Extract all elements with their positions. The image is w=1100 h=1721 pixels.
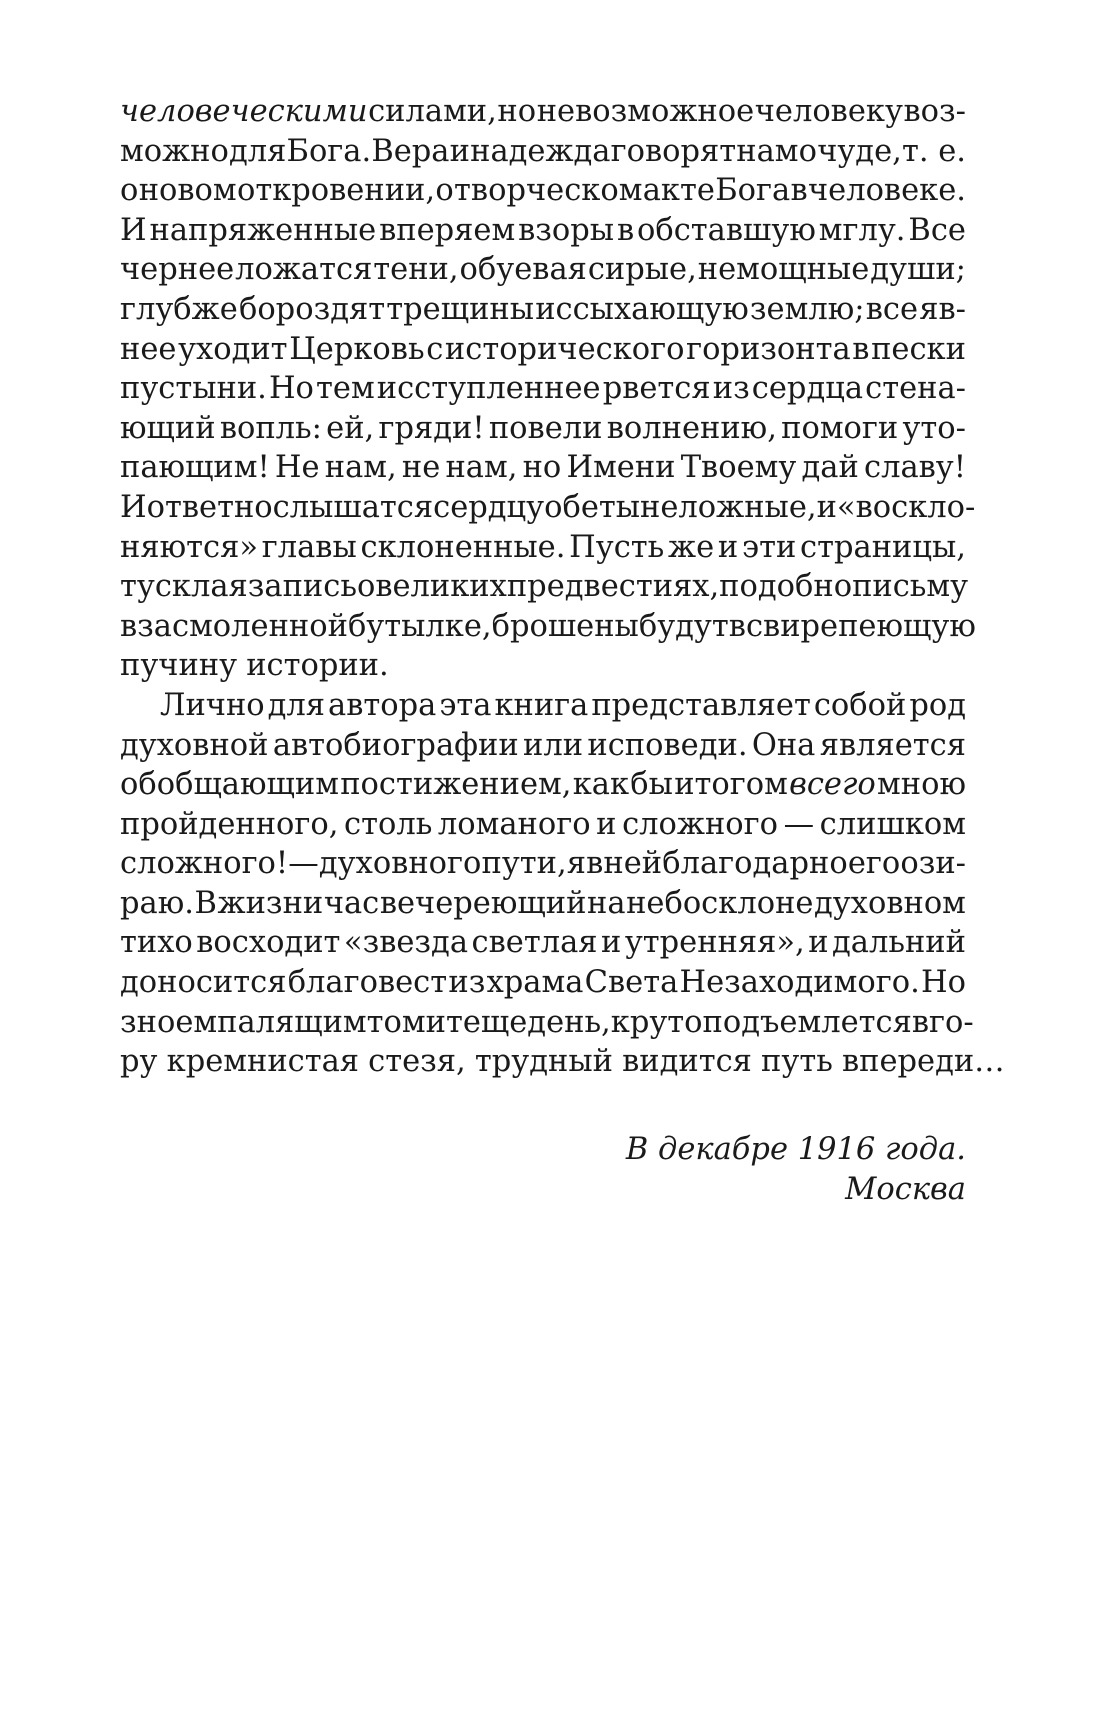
word: будут <box>638 608 729 644</box>
word: книга <box>494 687 589 723</box>
word: Света <box>584 965 679 1001</box>
word: немощные <box>697 252 870 288</box>
word: акте <box>642 173 715 209</box>
word: и <box>449 133 470 169</box>
word: души; <box>870 252 966 288</box>
word: томит <box>366 1004 463 1040</box>
word: письму <box>852 569 969 605</box>
word: Вера <box>371 133 450 169</box>
word: род <box>909 687 966 723</box>
word: ру <box>120 1044 158 1080</box>
word: еще <box>462 1004 528 1040</box>
word: тем <box>316 371 375 407</box>
word: пающим! <box>120 450 270 486</box>
word: на <box>586 885 626 921</box>
word: дай <box>801 450 859 486</box>
word: человеку <box>754 94 903 129</box>
word: вперяем <box>379 212 516 248</box>
word: жизни <box>217 885 324 921</box>
word: Лично <box>160 687 265 723</box>
word: бы <box>630 767 673 803</box>
word: невозможное <box>536 94 755 129</box>
word: но <box>497 94 537 129</box>
word: подъемлется <box>702 1004 912 1040</box>
word: как <box>572 767 630 803</box>
signature-date: В декабре 1916 года. <box>625 1132 966 1167</box>
word: исторического <box>444 331 685 367</box>
word: эти <box>741 529 797 565</box>
text-line <box>120 92 966 132</box>
paragraph <box>120 92 976 686</box>
word: Она <box>751 727 816 763</box>
body-text <box>120 92 1005 1082</box>
text-line <box>120 330 966 370</box>
word: брошены <box>491 608 639 644</box>
word: сирые, <box>587 252 697 288</box>
word: небосклоне <box>626 885 814 921</box>
word: духовной <box>120 727 269 763</box>
italic-word: всего <box>789 767 876 803</box>
word: Незаходимого. <box>679 965 920 1001</box>
paragraph <box>120 686 1005 1082</box>
text-line <box>120 488 976 528</box>
word: свирепеющую <box>745 608 976 644</box>
word: землю; <box>749 291 865 327</box>
word: сердца <box>751 371 864 407</box>
word: пустыни. <box>120 371 267 407</box>
word: нам, <box>445 450 518 486</box>
italic-word: человеческими <box>120 94 368 129</box>
word: и <box>816 489 837 525</box>
word: обставшую <box>637 212 816 248</box>
word: автобиографии <box>272 727 519 763</box>
word: яв- <box>919 291 966 327</box>
word: и <box>600 925 622 961</box>
word: няются» <box>120 529 258 565</box>
word: раю. <box>120 885 194 921</box>
text-line <box>120 528 966 568</box>
word: постижением, <box>340 767 572 803</box>
word: доносится <box>120 965 287 1001</box>
word: бороздят <box>238 291 386 327</box>
word: вопль: <box>219 410 322 446</box>
word: уходит <box>178 331 288 367</box>
word: кремнистая <box>166 1044 360 1080</box>
word: страницы, <box>800 529 966 565</box>
word: палящим <box>217 1004 367 1040</box>
text-line <box>120 211 966 251</box>
word: главы <box>261 529 357 565</box>
word: ющий <box>120 410 216 446</box>
word: Церковь <box>289 331 425 367</box>
word: столь <box>344 806 433 842</box>
word: я <box>566 846 587 882</box>
word: и <box>808 925 829 961</box>
word: день, <box>527 1004 611 1040</box>
word: И <box>120 212 147 248</box>
word: светлая <box>471 925 598 961</box>
text-line <box>120 726 966 766</box>
word: его <box>847 846 901 882</box>
text-line <box>120 844 966 884</box>
word: из <box>448 965 486 1001</box>
word: автора <box>328 687 437 723</box>
signature <box>626 1130 966 1210</box>
word: творческом <box>454 173 643 209</box>
word: представляет <box>591 687 811 723</box>
word: — <box>288 846 319 882</box>
text-line <box>120 1042 1005 1082</box>
word: пески <box>871 331 966 367</box>
text-line <box>120 805 966 845</box>
word: человеке. <box>807 173 966 209</box>
word: ней <box>603 846 663 882</box>
word: трещины <box>386 291 535 327</box>
word: храма <box>486 965 584 1001</box>
text-line <box>120 963 966 1003</box>
word: истории. <box>246 648 389 684</box>
word: или <box>523 727 584 763</box>
word: «воскло- <box>836 489 976 525</box>
word: великих <box>375 569 507 605</box>
word: мною <box>877 767 966 803</box>
word: обеты <box>544 489 641 525</box>
word: о <box>120 173 139 209</box>
word: трудный <box>474 1044 613 1080</box>
word: слишком <box>819 806 966 842</box>
word: неложные, <box>640 489 817 525</box>
text-line <box>120 646 966 686</box>
word: о <box>435 173 454 209</box>
word: рвется <box>602 371 711 407</box>
word: сложного <box>622 806 779 842</box>
word: Бога <box>715 173 791 209</box>
text-line <box>120 765 966 805</box>
word: не <box>401 450 441 486</box>
word: го- <box>929 1004 974 1040</box>
word: эта <box>439 687 492 723</box>
word: Не <box>274 450 320 486</box>
text-line <box>120 250 966 290</box>
word: нам <box>736 133 799 169</box>
word: обобщающим <box>120 767 339 803</box>
word: воз- <box>903 94 966 129</box>
word: нее <box>120 331 177 367</box>
word: засмоленной <box>137 608 348 644</box>
word: ложатся <box>235 252 373 288</box>
word: В <box>194 885 217 921</box>
word: «звезда <box>343 925 469 961</box>
word: нам, <box>324 450 397 486</box>
signature-place: Москва <box>845 1172 966 1207</box>
word: И <box>120 489 147 525</box>
word: предвестиях, <box>506 569 720 605</box>
word: — <box>783 806 815 842</box>
word: ози- <box>900 846 966 882</box>
word: в <box>911 1004 929 1040</box>
word: для <box>267 687 326 723</box>
word: Бога. <box>286 133 372 169</box>
word: является <box>819 727 966 763</box>
word: тихо <box>120 925 193 961</box>
word: Имени <box>566 450 676 486</box>
word: т. е. <box>901 133 966 169</box>
word: вечереющий <box>379 885 587 921</box>
word: чуде, <box>817 133 902 169</box>
word: круто <box>610 1004 703 1040</box>
word: волнению, <box>606 410 777 446</box>
word: в <box>120 608 138 644</box>
word: подобно <box>719 569 853 605</box>
word: час <box>323 885 380 921</box>
word: напряженные <box>149 212 377 248</box>
word: Но <box>268 371 314 407</box>
word: пройденного, <box>120 806 339 842</box>
word: дальний <box>832 925 966 961</box>
word: ломаного <box>437 806 591 842</box>
word: ответно <box>146 489 273 525</box>
word: все <box>865 291 919 327</box>
word: глубже <box>120 291 238 327</box>
word: путь <box>761 1044 833 1080</box>
word: и <box>717 529 739 565</box>
word: итогом <box>674 767 788 803</box>
word: духовного <box>318 846 482 882</box>
word: же <box>668 529 715 565</box>
text-line <box>120 1003 974 1043</box>
word: уто- <box>902 410 966 446</box>
word: повели <box>488 410 603 446</box>
word: силами, <box>368 94 497 129</box>
text-line <box>120 686 966 726</box>
word: Твоему <box>680 450 797 486</box>
word: благодарно <box>662 846 848 882</box>
text-line <box>120 409 966 449</box>
word: склоненные. <box>360 529 566 565</box>
text-line <box>120 369 966 409</box>
word: обуевая <box>459 252 587 288</box>
word: пути, <box>481 846 567 882</box>
text-line <box>120 171 966 211</box>
word: говорят <box>610 133 737 169</box>
text-line <box>120 132 966 172</box>
word: мглу. <box>818 212 906 248</box>
word: Пусть <box>569 529 665 565</box>
word: славу! <box>863 450 966 486</box>
word: духовном <box>814 885 966 921</box>
text-line <box>120 448 966 488</box>
word: пучину <box>120 648 238 684</box>
word: о <box>798 133 818 169</box>
word: взоры <box>518 212 615 248</box>
word: о <box>356 569 376 605</box>
word: чернее <box>120 252 235 288</box>
text-line <box>120 290 966 330</box>
word: но <box>522 450 562 486</box>
text-line <box>120 607 976 647</box>
word: видится <box>622 1044 752 1080</box>
word: иссыхающую <box>535 291 749 327</box>
word: собой <box>813 687 907 723</box>
word: откровении, <box>236 173 436 209</box>
word: помоги <box>781 410 899 446</box>
word: сложного! <box>120 846 289 882</box>
word: в <box>790 173 808 209</box>
word: в <box>728 608 746 644</box>
word: впереди… <box>841 1044 1005 1080</box>
word: исповеди. <box>587 727 748 763</box>
word: Но <box>921 965 966 1001</box>
word: надежда <box>470 133 611 169</box>
text-line <box>120 884 966 924</box>
word: в <box>852 331 870 367</box>
word: для <box>228 133 287 169</box>
word: запись <box>247 569 357 605</box>
word: из <box>712 371 750 407</box>
word: стезя, <box>368 1044 466 1080</box>
word: слышатся <box>272 489 434 525</box>
word: восходит <box>196 925 341 961</box>
word: утренняя», <box>624 925 805 961</box>
word: зноем <box>120 1004 218 1040</box>
word: исступленнее <box>376 371 601 407</box>
word: Все <box>908 212 966 248</box>
word: сердцу <box>433 489 545 525</box>
word: тусклая <box>120 569 248 605</box>
word: ей, <box>326 410 375 446</box>
text-line <box>120 567 969 607</box>
word: тени, <box>373 252 459 288</box>
word: стена- <box>865 371 966 407</box>
text-line <box>120 923 966 963</box>
word: благовест <box>287 965 448 1001</box>
word: и <box>596 806 617 842</box>
word: с <box>426 331 444 367</box>
word: в <box>616 212 635 248</box>
word: новом <box>138 173 237 209</box>
word: бутылке, <box>347 608 492 644</box>
word: в <box>586 846 604 882</box>
word: гряди! <box>378 410 485 446</box>
word: можно <box>120 133 229 169</box>
word: горизонта <box>686 331 851 367</box>
